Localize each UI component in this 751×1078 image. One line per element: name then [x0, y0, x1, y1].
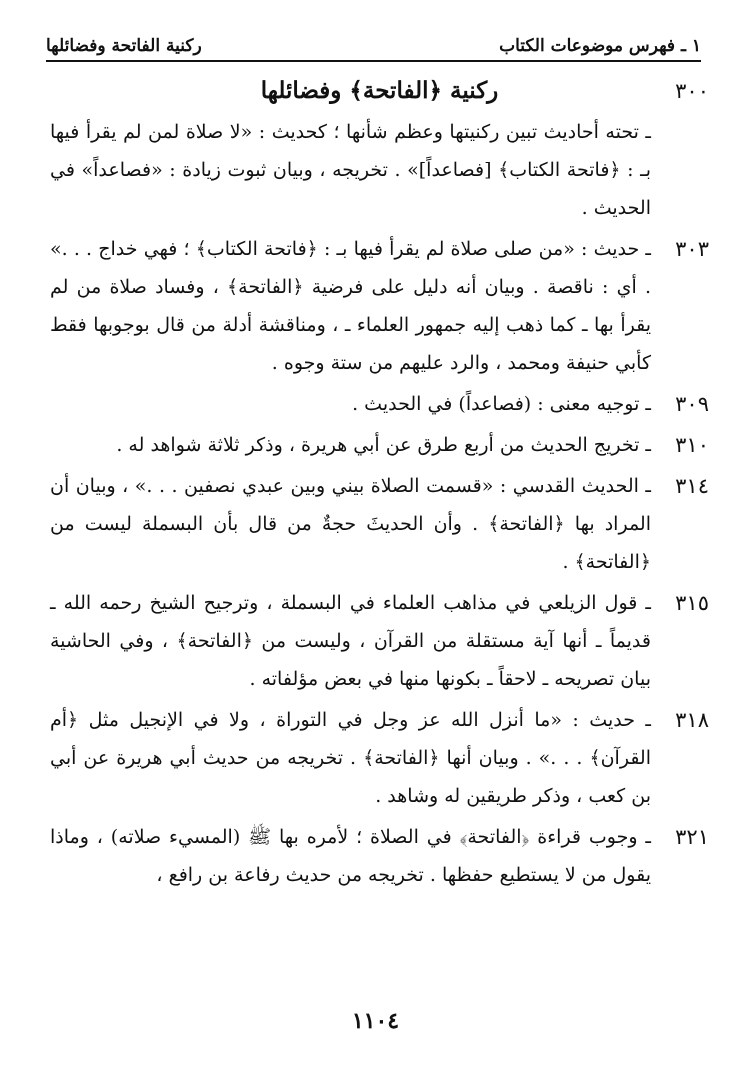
entry-page-number: ٣١٤: [675, 474, 709, 498]
entry-text: ـ الحديث القدسي : «قسمت الصلاة بيني وبين عبدي نصفين . . .» ، وبيان أن المراد بها ﴿الفاتحة﴾ . وأن الحديثَ حجةٌ من قال بأن البسملة ليست من ﴿الفاتحة﴾ .: [50, 475, 651, 573]
index-entry: [50, 113, 709, 227]
entry-page-number: ٣٠٣: [675, 237, 709, 261]
entry-page-number: ٣١٨: [675, 708, 709, 732]
index-entry: [50, 818, 709, 894]
entry-text: ـ تخريج الحديث من أربع طرق عن أبي هريرة ، وذكر ثلاثة شواهد له .: [116, 434, 651, 456]
index-entry: [50, 426, 709, 464]
entry-page-number: ٣٢١: [675, 825, 709, 849]
header-index-title: ١ ـ فهرس موضوعات الكتاب: [499, 36, 701, 56]
entry-page-number: ٣٠٠: [675, 79, 709, 103]
index-entry: [50, 385, 709, 423]
index-section-heading: [50, 72, 709, 110]
header-section-title: ركنية الفاتحة وفضائلها: [46, 36, 202, 56]
index-entry: [50, 701, 709, 815]
index-entries: [50, 72, 709, 897]
entry-page-number: ٣٠٩: [675, 392, 709, 416]
entry-text: ـ حديث : «من صلى صلاة لم يقرأ فيها بـ : ﴿فاتحة الكتاب﴾ ؛ فهي خداج . . .» . أي : ناقصة . وبيان أنه دليل على فرضية ﴿الفاتحة﴾ ، وفساد صلاة من لم يقرأ بها ـ كما ذهب إليه جمهور العلماء ـ ، ومناقشة أدلة من قال بوجوبها فقط كأبي حنيفة ومحمد ، والرد عليهم من ستة وجوه .: [50, 238, 651, 374]
entry-text: ـ توجيه معنى : (فصاعداً) في الحديث .: [352, 393, 651, 415]
section-heading-text: ركنية ﴿الفاتحة﴾ وفضائلها: [260, 77, 499, 104]
entry-page-number: ٣١٠: [675, 433, 709, 457]
entry-page-number: ٣١٥: [675, 591, 709, 615]
index-entry: [50, 230, 709, 382]
index-entry: [50, 467, 709, 581]
entry-text: ـ حديث : «ما أنزل الله عز وجل في التوراة ، ولا في الإنجيل مثل ﴿أم القرآن﴾ . . .» . وبيان أنها ﴿الفاتحة﴾ . تخريجه من حديث أبي هريرة عن أبي بن كعب ، وذكر طريقين له وشاهد .: [50, 709, 651, 807]
entry-text: ـ وجوب قراءة ﴿الفاتحة﴾ في الصلاة ؛ لأمره بها ﷺ (المسيء صلاته) ، وماذا يقول من لا يستطيع حفظها . تخريجه من حديث رفاعة بن رافع ،: [50, 826, 651, 886]
page-number: ١١٠٤: [351, 1008, 400, 1034]
index-entry: [50, 584, 709, 698]
entry-text: ـ تحته أحاديث تبين ركنيتها وعظم شأنها ؛ كحديث : «لا صلاة لمن لم يقرأ فيها بـ : ﴿فاتحة الكتاب﴾ [فصاعداً]» . تخريجه ، وبيان ثبوت زيادة : «فصاعداً» في الحديث .: [50, 121, 651, 219]
entry-text: ـ قول الزيلعي في مذاهب العلماء في البسملة ، وترجيح الشيخ رحمه الله ـ قديماً ـ أنها آية مستقلة من القرآن ، وليست من ﴿الفاتحة﴾ ، وفي الحاشية بيان تصريحه ـ لاحقاً ـ بكونها منها في بعض مؤلفاته .: [50, 592, 651, 690]
running-header: [46, 30, 701, 62]
